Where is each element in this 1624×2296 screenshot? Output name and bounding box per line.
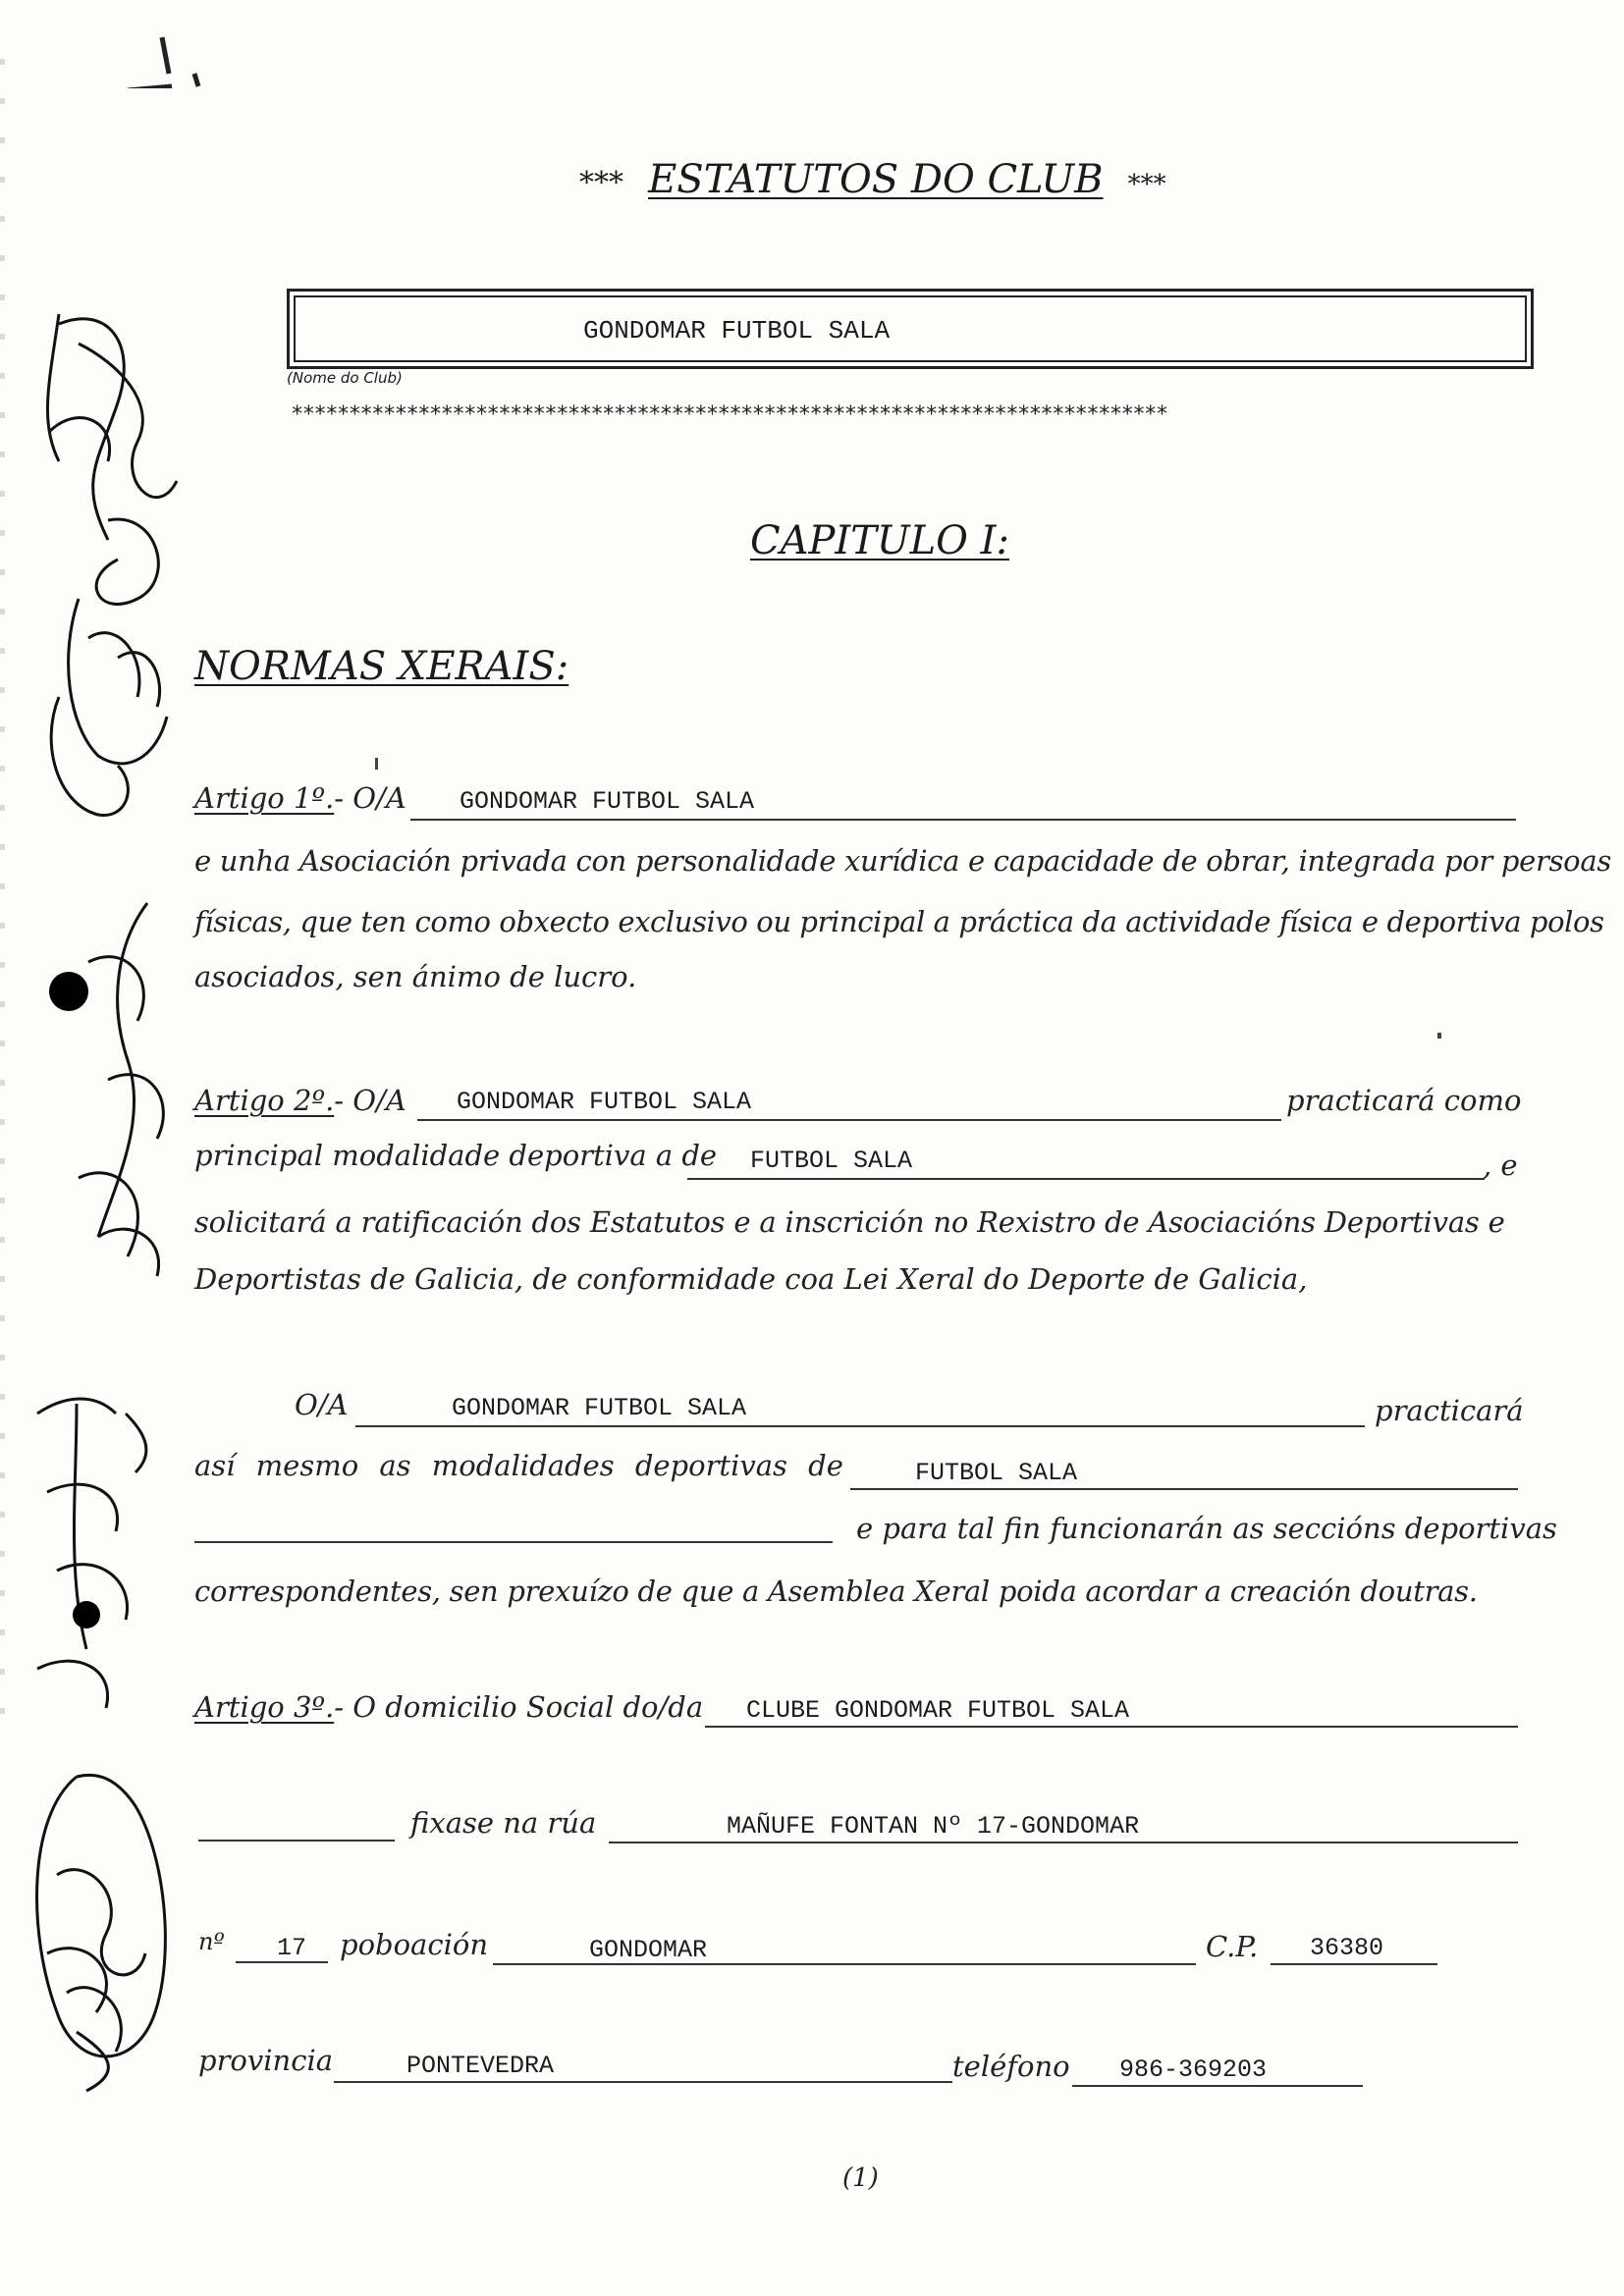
article2-line4: Deportistas de Galicia, de conformidade coa Lei Xeral do Deporte de Galicia,: [194, 1262, 1308, 1296]
section-heading: NORMAS XERAIS:: [194, 644, 569, 689]
article2-comma-e: , e: [1483, 1148, 1518, 1182]
article3-blank-line: [198, 1840, 395, 1842]
article3-telefono-label: teléfono: [952, 2050, 1070, 2083]
article2-practicara: practicará como: [1286, 1084, 1522, 1117]
article1-prefix: - O/A: [334, 781, 406, 815]
title-text: ESTATUTOS DO CLUB: [648, 157, 1104, 202]
article3-club-value: CLUBE GONDOMAR FUTBOL SALA: [746, 1696, 1130, 1725]
speck-mark: [1437, 1033, 1441, 1039]
scan-speck-svg: [108, 29, 206, 88]
article3-fixase: fixase na rúa: [410, 1806, 597, 1840]
article2-club2-value: GONDOMAR FUTBOL SALA: [452, 1394, 747, 1422]
article2-label: Artigo 2º.: [194, 1084, 335, 1117]
article1-club-value: GONDOMAR FUTBOL SALA: [460, 787, 755, 816]
speck-mark: [375, 758, 378, 770]
article2-club-value: GONDOMAR FUTBOL SALA: [457, 1088, 752, 1116]
star-rule: ****************************************************************************: [291, 402, 1167, 427]
article2-principal: principal modalidade deportiva a de: [194, 1139, 718, 1172]
article3-telefono-line: [1072, 2085, 1363, 2087]
article1-line1: [194, 844, 1611, 878]
signature-1: [20, 285, 206, 834]
document-title: [579, 157, 1166, 202]
article2-heading: [194, 1084, 406, 1117]
article1-line1-text: e unha Asociación privada con personalidade xurídica e capacidade de obrar, integrada por persoas: [194, 844, 1611, 878]
article2-sport2-value: FUTBOL SALA: [915, 1459, 1078, 1487]
article3-poboacion-value: GONDOMAR: [589, 1936, 708, 1964]
article2-line-last: correspondentes, sen prexuízo de que a Asemblea Xeral poida acordar a creación doutras.: [194, 1575, 1478, 1608]
article2-asi: así mesmo as modalidades deportivas de: [194, 1449, 843, 1482]
article1-line3: asociados, sen ánimo de lucro.: [194, 960, 637, 993]
article3-provincia-label: provincia: [198, 2044, 334, 2077]
article3-club-line: [705, 1726, 1518, 1728]
article2-extra-line: [194, 1541, 833, 1543]
chapter-title: CAPITULO I:: [750, 518, 1009, 563]
signature-2: [29, 883, 206, 1296]
article3-num-value: 17: [277, 1934, 307, 1962]
article2-practicara2: practicará: [1375, 1394, 1524, 1427]
article3-cp-label: C.P.: [1206, 1930, 1259, 1963]
article3-num-label: nº: [198, 1928, 225, 1955]
article2-sport-value: FUTBOL SALA: [750, 1147, 913, 1175]
scan-edge-mark: [0, 59, 5, 1728]
club-name-caption: (Nome do Club): [287, 369, 403, 387]
article2-line3: solicitará a ratificación dos Estatutos e a inscrición no Rexistro de Asociacións Deportivas e: [194, 1205, 1505, 1239]
title-stars-left: ***: [579, 166, 623, 200]
article1-club-line: [410, 819, 1516, 821]
article2-sport-line: [687, 1178, 1485, 1180]
article2-club-line: [417, 1119, 1281, 1121]
article2-prefix: - O/A: [334, 1084, 406, 1117]
scan-speck: [108, 29, 167, 69]
title-stars-right: ***: [1127, 170, 1166, 199]
article3-provincia-value: PONTEVEDRA: [406, 2052, 555, 2080]
article2-oa: O/A: [295, 1388, 349, 1421]
article3-cp-value: 36380: [1310, 1934, 1384, 1962]
article1-label: Artigo 1º.: [194, 781, 335, 815]
article3-street-line: [609, 1842, 1518, 1843]
signature-4: [18, 1757, 185, 2110]
article3-street-value: MAÑUFE FONTAN Nº 17-GONDOMAR: [727, 1812, 1140, 1841]
article3-cp-line: [1271, 1963, 1437, 1965]
club-name-value: GONDOMAR FUTBOL SALA: [583, 316, 891, 346]
article2-seccions: e para tal fin funcionarán as seccións deportivas: [856, 1512, 1557, 1545]
club-name-box: [287, 289, 1534, 369]
article3-prefix: - O domicilio Social do/da: [334, 1690, 704, 1724]
article1-heading: [194, 781, 406, 815]
article3-telefono-value: 986-369203: [1119, 2056, 1268, 2084]
signature-3: [18, 1374, 185, 1728]
article3-provincia-line: [334, 2081, 952, 2083]
article1-line2: físicas, que ten como obxecto exclusivo ou principal a práctica da actividade física e deportiva polos: [194, 905, 1604, 938]
article2-club2-line: [355, 1425, 1365, 1427]
article3-heading: [194, 1690, 703, 1724]
article3-label: Artigo 3º.: [194, 1690, 335, 1724]
article2-sport2-line: [850, 1488, 1518, 1490]
page-number: (1): [842, 2163, 879, 2193]
article3-poboacion-label: poboación: [340, 1928, 488, 1961]
